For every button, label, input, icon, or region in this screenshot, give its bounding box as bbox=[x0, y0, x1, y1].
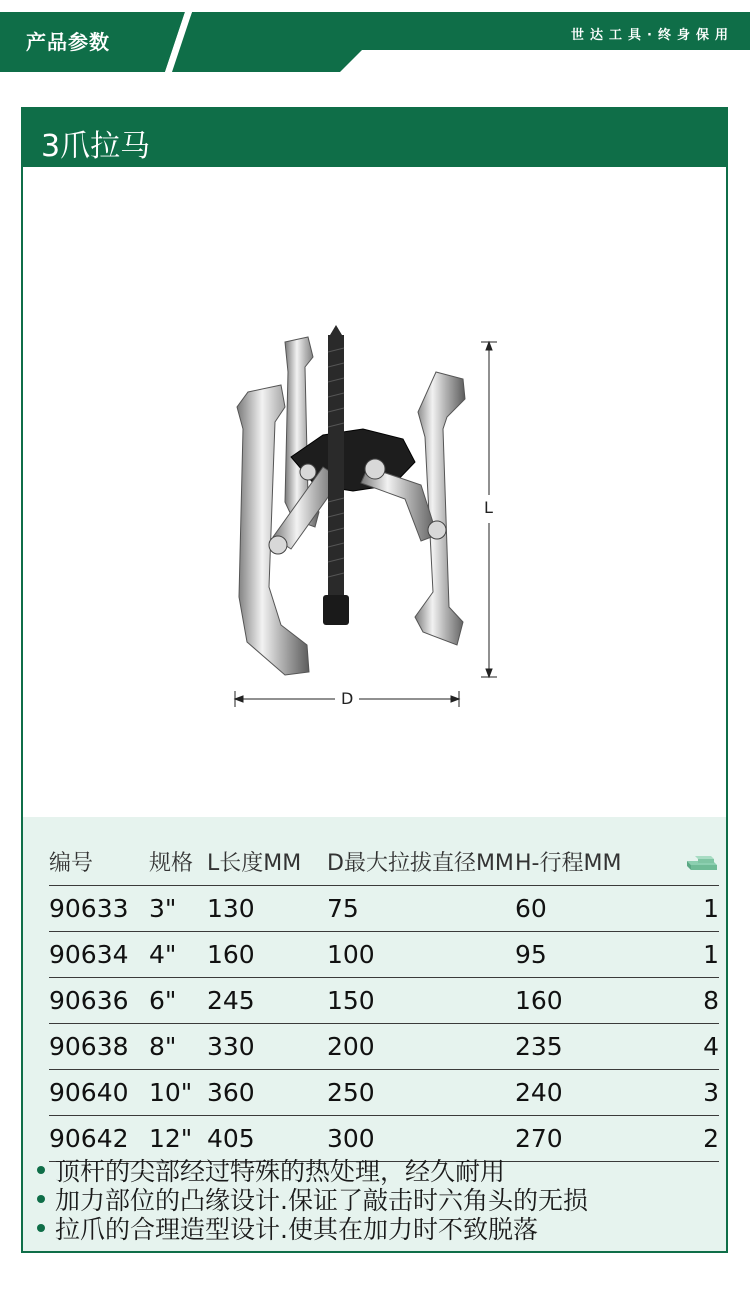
puller-illustration bbox=[23, 167, 726, 817]
header-length: L长度MM bbox=[207, 850, 302, 876]
table-header-row bbox=[49, 837, 719, 886]
cell-quantity: 1 bbox=[665, 932, 719, 978]
spec-table bbox=[49, 837, 719, 1162]
cell-size: 10" bbox=[149, 1070, 207, 1116]
cell-length: 360 bbox=[207, 1070, 327, 1116]
dimension-d-label: D bbox=[341, 689, 354, 708]
cell-diameter: 250 bbox=[327, 1070, 515, 1116]
cell-diameter: 150 bbox=[327, 978, 515, 1024]
cell-length: 405 bbox=[207, 1116, 327, 1162]
cell-length: 130 bbox=[207, 886, 327, 932]
cell-quantity: 1 bbox=[665, 886, 719, 932]
cell-size: 3" bbox=[149, 886, 207, 932]
bullet-icon bbox=[37, 1166, 45, 1174]
cell-quantity: 4 bbox=[665, 1024, 719, 1070]
header-quantity bbox=[665, 837, 719, 886]
cell-quantity: 3 bbox=[665, 1070, 719, 1116]
cell-diameter: 75 bbox=[327, 886, 515, 932]
feature-list bbox=[37, 1155, 717, 1242]
cell-quantity: 8 bbox=[665, 978, 719, 1024]
table-row bbox=[49, 932, 719, 978]
cell-diameter: 300 bbox=[327, 1116, 515, 1162]
spec-section bbox=[23, 817, 726, 1251]
cell-stroke: 60 bbox=[515, 886, 665, 932]
cell-size: 6" bbox=[149, 978, 207, 1024]
cell-stroke: 235 bbox=[515, 1024, 665, 1070]
header-stroke: H-行程MM bbox=[515, 850, 622, 876]
top-banner bbox=[0, 0, 750, 72]
product-header bbox=[23, 109, 726, 167]
cell-code: 90638 bbox=[49, 1024, 149, 1070]
feature-text: 加力部位的凸缘设计.保证了敲击时六角头的无损 bbox=[55, 1185, 588, 1215]
banner-title: 产品参数 bbox=[26, 30, 110, 54]
cell-diameter: 200 bbox=[327, 1024, 515, 1070]
stacked-box-icon bbox=[685, 852, 719, 872]
dimension-l-label: L bbox=[484, 498, 493, 517]
cell-code: 90636 bbox=[49, 978, 149, 1024]
feature-text: 拉爪的合理造型设计.使其在加力时不致脱落 bbox=[55, 1214, 538, 1244]
cell-length: 330 bbox=[207, 1024, 327, 1070]
header-diameter: D最大拉拔直径MM bbox=[327, 850, 514, 876]
table-row bbox=[49, 1024, 719, 1070]
cell-code: 90640 bbox=[49, 1070, 149, 1116]
product-figure bbox=[23, 167, 726, 817]
cell-diameter: 100 bbox=[327, 932, 515, 978]
table-row bbox=[49, 978, 719, 1024]
product-card bbox=[21, 107, 728, 1253]
banner-slogan: 世达工具·终身保用 bbox=[571, 28, 734, 43]
cell-length: 245 bbox=[207, 978, 327, 1024]
cell-code: 90642 bbox=[49, 1116, 149, 1162]
cell-stroke: 160 bbox=[515, 978, 665, 1024]
cell-stroke: 240 bbox=[515, 1070, 665, 1116]
cell-stroke: 95 bbox=[515, 932, 665, 978]
product-title: 3爪拉马 bbox=[41, 129, 151, 164]
header-size: 规格 bbox=[149, 850, 194, 876]
list-item bbox=[37, 1213, 717, 1242]
header-code: 编号 bbox=[49, 850, 94, 876]
table-row bbox=[49, 1070, 719, 1116]
bullet-icon bbox=[37, 1224, 45, 1232]
bullet-icon bbox=[37, 1195, 45, 1203]
cell-code: 90634 bbox=[49, 932, 149, 978]
cell-stroke: 270 bbox=[515, 1116, 665, 1162]
cell-quantity: 2 bbox=[665, 1116, 719, 1162]
cell-size: 8" bbox=[149, 1024, 207, 1070]
feature-text: 顶杆的尖部经过特殊的热处理，经久耐用 bbox=[55, 1156, 506, 1186]
table-row bbox=[49, 886, 719, 932]
cell-code: 90633 bbox=[49, 886, 149, 932]
cell-size: 4" bbox=[149, 932, 207, 978]
cell-size: 12" bbox=[149, 1116, 207, 1162]
cell-length: 160 bbox=[207, 932, 327, 978]
